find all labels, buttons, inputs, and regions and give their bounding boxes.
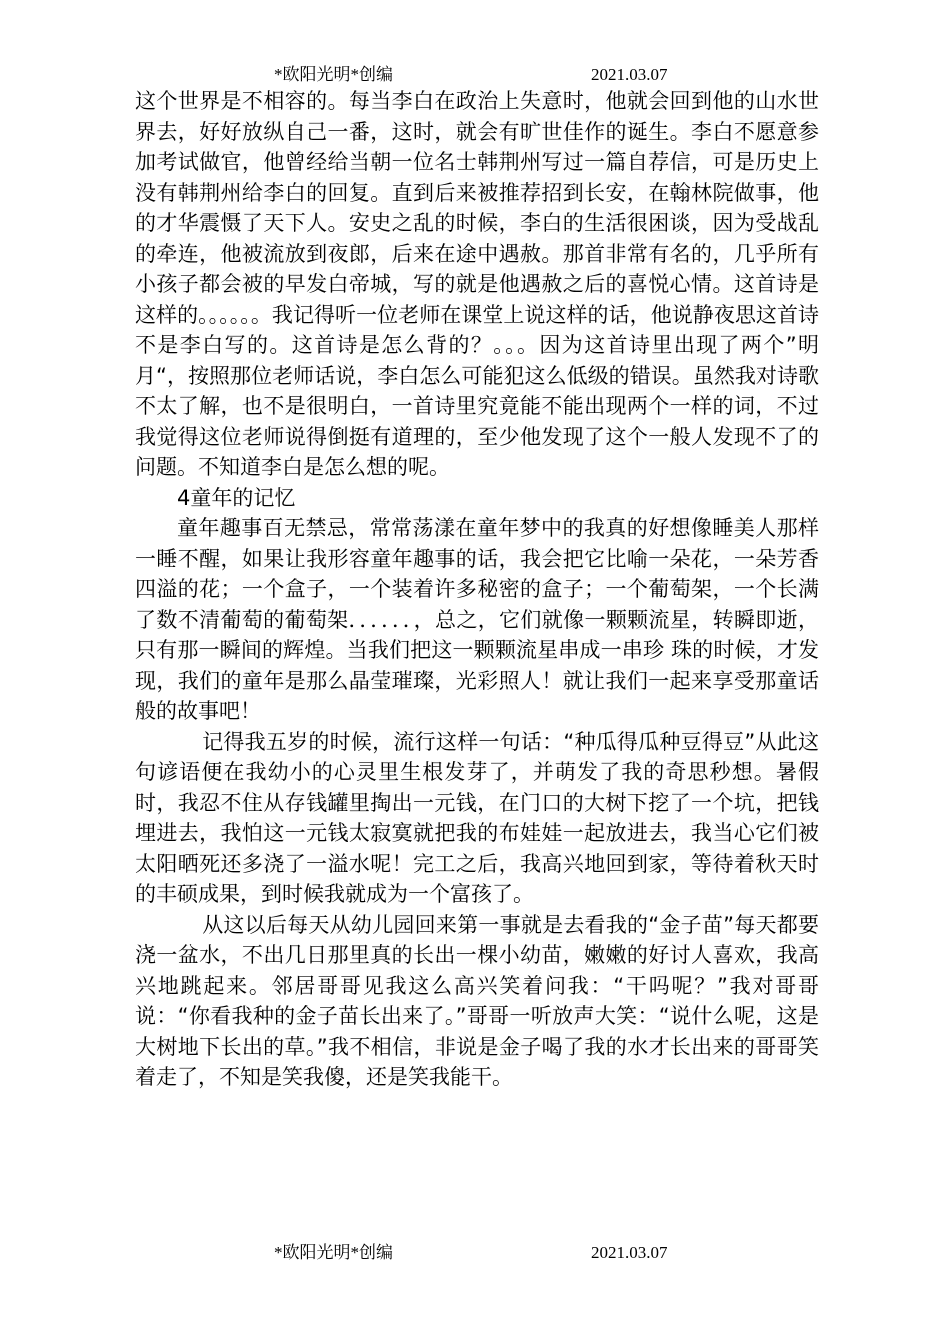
header-author: *欧阳光明*创编 xyxy=(274,65,393,84)
section-heading: 4童年的记忆 xyxy=(177,485,296,510)
header-date: 2021.03.07 xyxy=(591,65,668,84)
page-footer xyxy=(0,1242,950,1264)
paragraph-age-five: 记得我五岁的时候，流行这样一句话：“种瓜得瓜种豆得豆”从此这句谚语便在我幼小的心灵里生根发芽了，并萌发了我的奇思秒想。暑假时，我忍不住从存钱罐里掏出一元钱，在门口的大树下挖了一个坑，把钱埋进去，我怕这一元钱太寂寞就把我的布娃娃一起放进去，我当心它们被太阳晒死还多浇了一溢水呢！完工之后，我高兴地回到家，等待着秋天时的丰硕成果，到时候我就成为一个富孩了。 xyxy=(135,729,819,906)
page-header xyxy=(0,64,950,86)
paragraph-childhood-intro: 童年趣事百无禁忌，常常荡漾在童年梦中的我真的好想像睡美人那样一睡不醒，如果让我形容童年趣事的话，我会把它比喻一朵花，一朵芳香四溢的花；一个盒子，一个装着许多秘密的盒子；一个葡萄架，一个长满了数不清葡萄的葡萄架．．．．．．，总之，它们就像一颗颗流星，转瞬即逝，只有那一瞬间的辉煌。当我们把这一颗颗流星串成一串珍 珠的时候，才发现，我们的童年是那么晶莹璀璨，光彩照人！就让我们一起来享受那童话般的故事吧！ xyxy=(135,516,819,723)
footer-date: 2021.03.07 xyxy=(591,1243,668,1262)
paragraph-gold-sprout: 从这以后每天从幼儿园回来第一事就是去看我的“金子苗”每天都要浇一盆水，不出几日那里真的长出一棵小幼苗，嫩嫩的好讨人喜欢，我高兴地跳起来。邻居哥哥见我这么高兴笑着问我：“干吗呢？”我对哥哥说：“你看我种的金子苗长出来了。”哥哥一听放声大笑：“说什么呢，这是大树地下长出的草。”我不相信，非说是金子喝了我的水才长出来的哥哥笑着走了，不知是笑我傻，还是笑我能干。 xyxy=(135,912,819,1089)
paragraph-li-bai: 这个世界是不相容的。每当李白在政治上失意时，他就会回到他的山水世界去，好好放纵自己一番，这时，就会有旷世佳作的诞生。李白不愿意参加考试做官，他曾经给当朝一位名士韩荆州写过一篇自荐信，可是历史上没有韩荆州给李白的回复。直到后来被推荐招到长安，在翰林院做事，他的才华震慑了天下人。安史之乱的时候，李白的生活很困谈，因为受战乱的牵连，他被流放到夜郎，后来在途中遇赦。那首非常有名的，几乎所有小孩子都会被的早发白帝城，写的就是他遇赦之后的喜悦心情。这首诗是这样的。。。。。。我记得听一位老师在课堂上说这样的话，他说静夜思这首诗不是李白写的。这首诗是怎么背的？。。。因为这首诗里出现了两个”明月“，按照那位老师话说，李白怎么可能犯这么低级的错误。虽然我对诗歌不太了解，也不是很明白，一首诗里究竟能不能出现两个一样的词，不过我觉得这位老师说得倒挺有道理的，至少他发现了这个一般人发现不了的问题。不知道李白是怎么想的呢。 xyxy=(135,89,819,479)
footer-author: *欧阳光明*创编 xyxy=(274,1243,393,1262)
document-body xyxy=(135,86,819,1093)
